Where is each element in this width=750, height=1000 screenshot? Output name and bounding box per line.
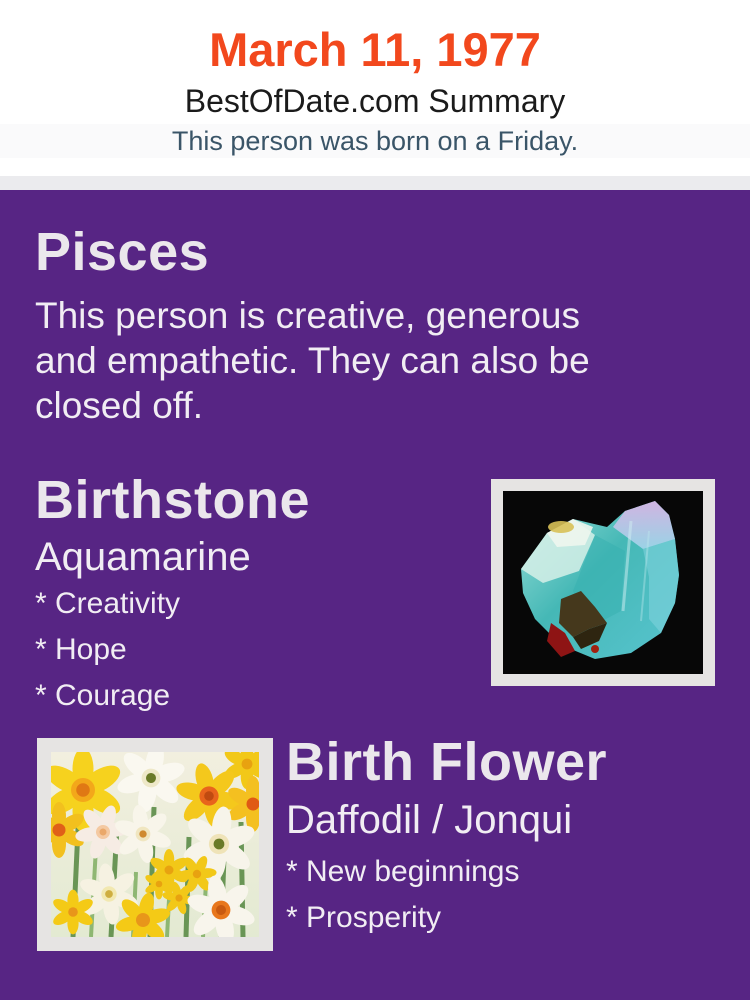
birthstone-trait-list bbox=[35, 588, 180, 726]
birthstone-trait: * Hope bbox=[35, 633, 127, 666]
birthstone-trait: * Courage bbox=[35, 679, 171, 712]
zodiac-description-line3: closed off. bbox=[35, 385, 203, 426]
zodiac-description-line1: This person is creative, generous bbox=[35, 295, 580, 336]
birthstone-name: Aquamarine bbox=[35, 535, 251, 579]
divider-strip bbox=[0, 176, 750, 190]
aquamarine-stone-image bbox=[503, 491, 703, 674]
date-title: March 11, 1977 bbox=[209, 23, 541, 76]
birth-flower-trait: * Prosperity bbox=[286, 901, 442, 934]
header bbox=[0, 0, 750, 176]
birthstone-trait: * Creativity bbox=[35, 587, 181, 620]
birth-flower-name: Daffodil / Jonqui bbox=[286, 798, 573, 842]
birth-flower-heading: Birth Flower bbox=[286, 732, 608, 792]
birth-flower-trait: * New beginnings bbox=[286, 855, 520, 888]
daffodil-flowers-image bbox=[51, 752, 259, 937]
zodiac-heading: Pisces bbox=[35, 222, 210, 282]
zodiac-description-line2: and empathetic. They can also be bbox=[35, 340, 590, 381]
zodiac-description bbox=[35, 293, 590, 428]
birth-flower-trait-list bbox=[286, 856, 519, 948]
born-day-line: This person was born on a Friday. bbox=[0, 124, 750, 158]
site-summary: BestOfDate.com Summary bbox=[184, 83, 566, 119]
birthstone-heading: Birthstone bbox=[35, 470, 310, 530]
birth-flower-image-frame bbox=[37, 738, 273, 951]
birthstone-image-frame bbox=[491, 479, 715, 686]
